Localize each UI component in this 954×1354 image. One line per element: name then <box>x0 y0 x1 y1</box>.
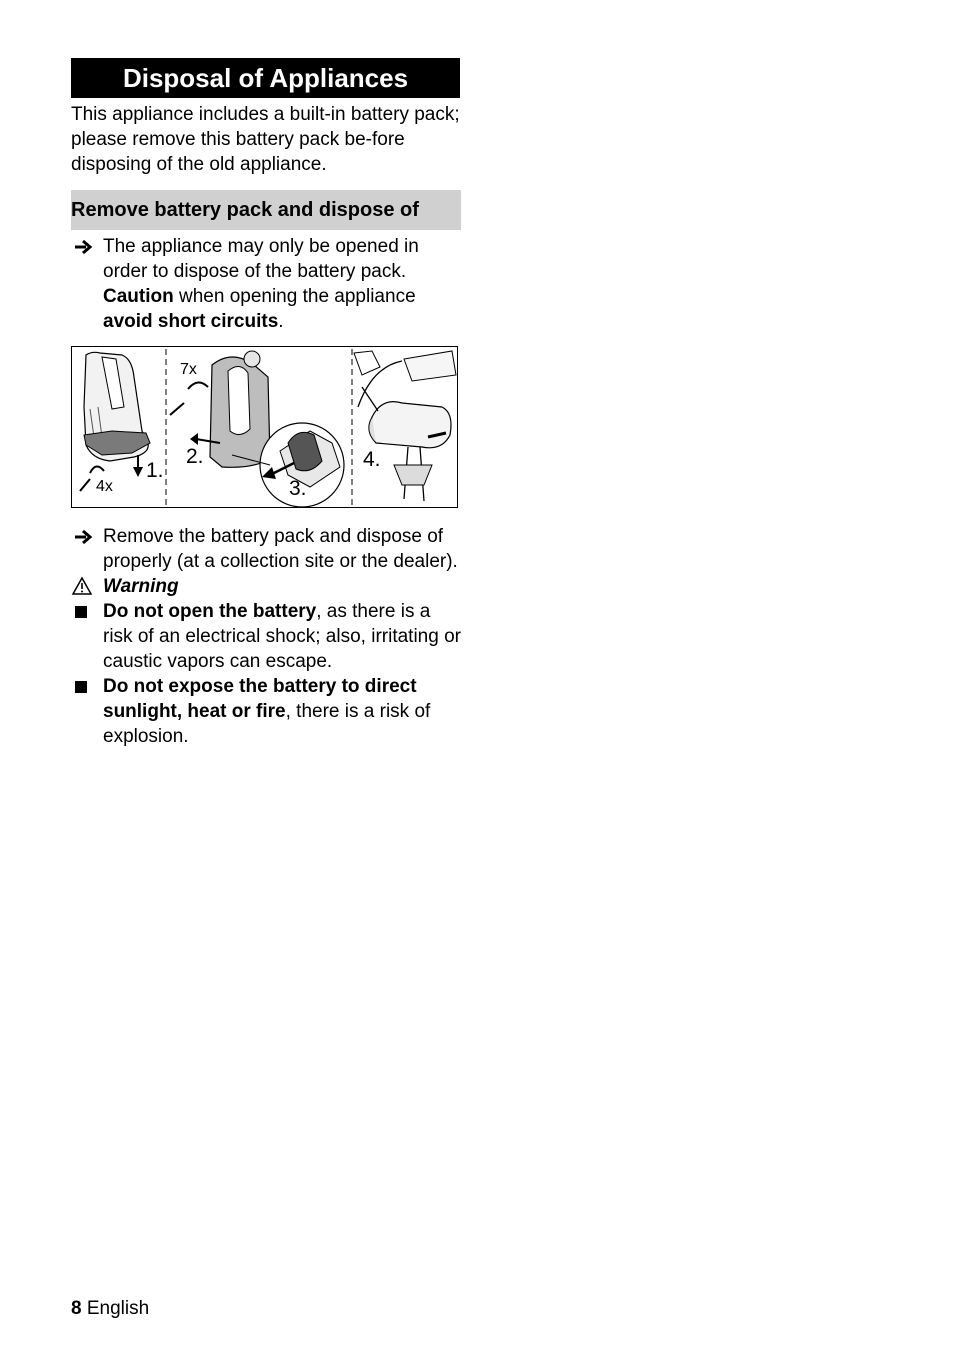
intro-paragraph: This appliance includes a built-in battery pack; please remove this battery pack be-fore disposing of the old appliance. <box>71 104 460 175</box>
warning-label: Warning <box>103 576 179 597</box>
step-remove-text: Remove the battery pack and dispose of properly (at a collection site or the dealer). <box>103 526 458 572</box>
page-title: Disposal of Appliances <box>71 58 460 98</box>
content-column <box>71 58 461 749</box>
arrow-right-icon <box>73 234 97 255</box>
figure-label-screws-4x: 4x <box>96 478 113 495</box>
figure-label-step-2: 2. <box>186 445 204 468</box>
figure-label-screws-7x: 7x <box>180 361 197 378</box>
instruction-step-remove <box>71 524 461 574</box>
square-bullet-icon <box>73 674 97 693</box>
caution-end: . <box>278 311 284 332</box>
square-bullet-icon <box>73 599 97 618</box>
page-footer <box>71 1296 149 1321</box>
warning-item-open-text: , as there is a risk of an electrical shock; also, irritating or caustic vapors can escape. <box>103 601 461 672</box>
page-number: 8 <box>71 1298 82 1319</box>
warning-item-sunlight-text: , there is a risk of explosion. <box>103 701 431 747</box>
arrow-right-icon <box>73 524 97 545</box>
figure-label-step-3: 3. <box>289 477 307 500</box>
caution-text: when opening the appliance <box>173 286 416 307</box>
footer-language: English <box>86 1298 150 1319</box>
figure-label-step-4: 4. <box>363 448 381 471</box>
section-heading: Remove battery pack and dispose of <box>71 190 461 230</box>
step-open-text: The appliance may only be opened in order to dispose of the battery pack. <box>103 236 419 282</box>
instruction-step-open <box>71 234 461 334</box>
figure-label-step-1: 1. <box>146 459 164 482</box>
caution-label: Caution <box>103 286 174 307</box>
warning-item-open <box>71 599 461 674</box>
caution-strong: avoid short circuits <box>103 311 279 332</box>
warning-item-open-strong: Do not open the battery <box>103 601 317 622</box>
disassembly-illustration <box>71 346 458 508</box>
warning-item-sunlight <box>71 674 461 749</box>
warning-item-sunlight-strong: Do not expose the battery to direct sunlight, heat or fire <box>103 676 417 722</box>
warning-heading <box>71 574 461 599</box>
disassembly-drawing <box>72 347 457 507</box>
